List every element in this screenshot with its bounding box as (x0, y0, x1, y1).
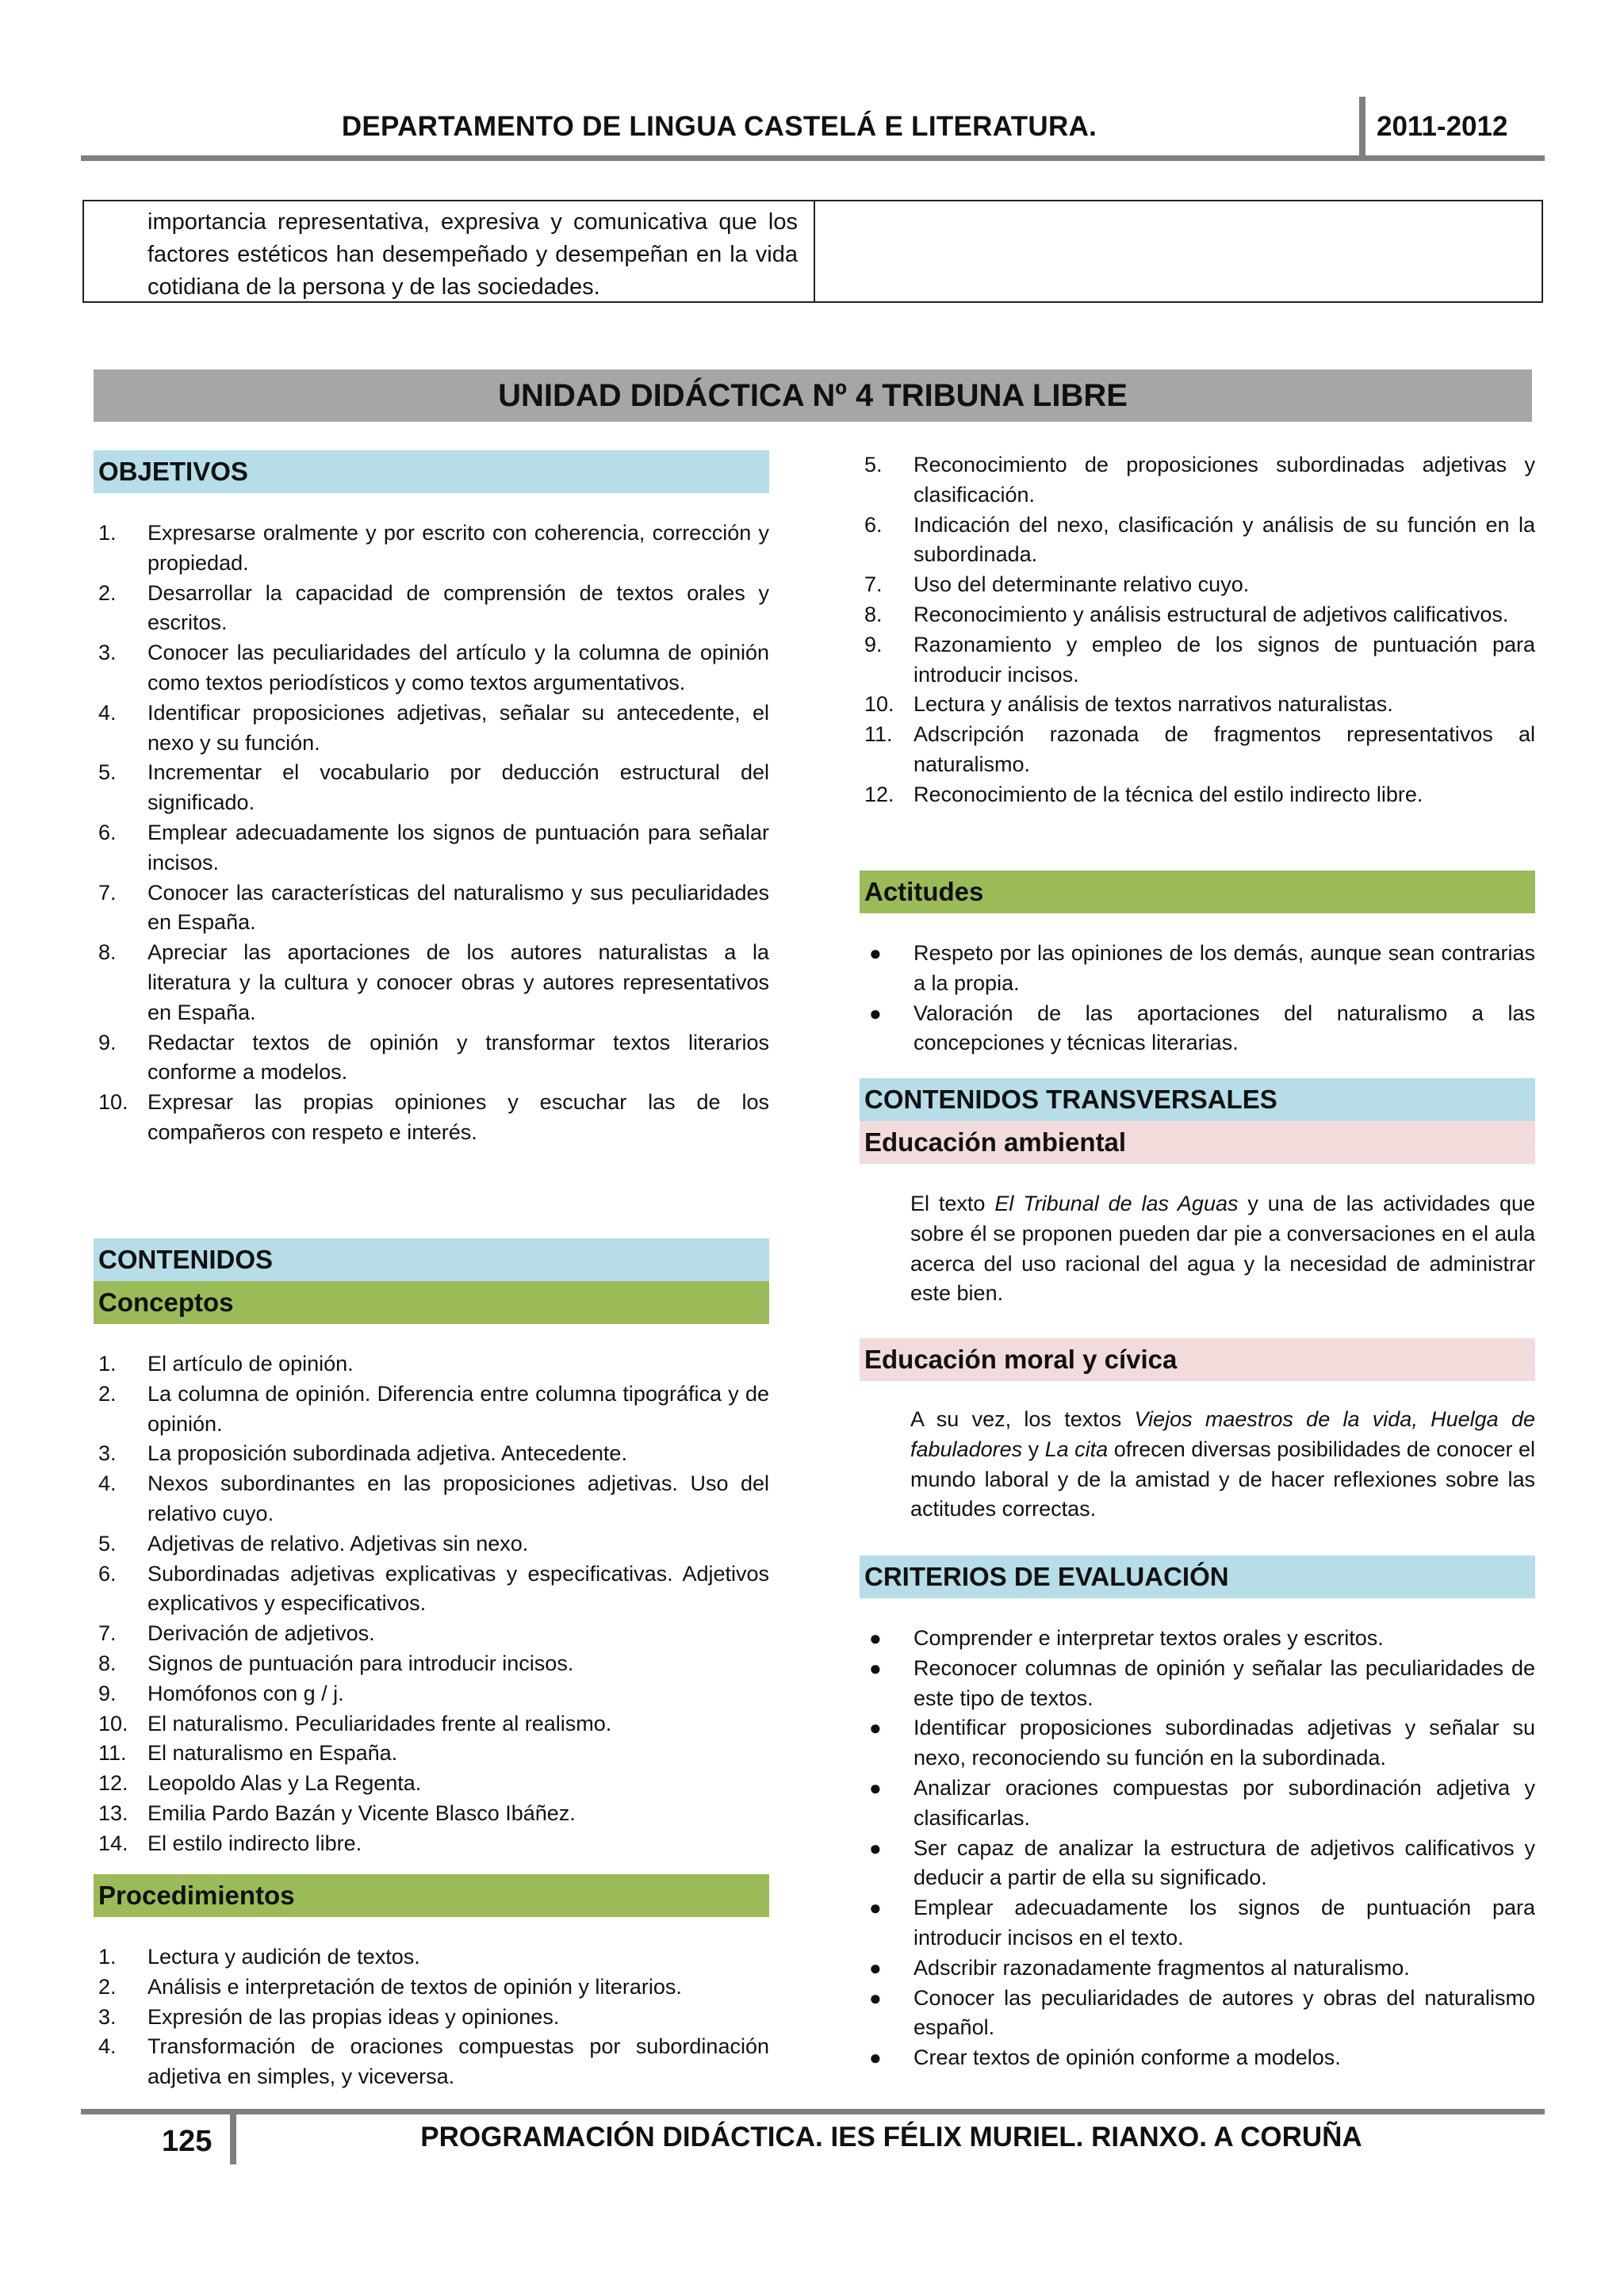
list-item: 12. Leopoldo Alas y La Regenta. (98, 1771, 422, 1796)
continuation-table (82, 200, 1543, 303)
list-item: 7. Conocer las características del naturalismo y sus peculiaridades en España. (98, 880, 769, 935)
actitudes-heading: Actitudes (860, 871, 1535, 913)
list-item: 4. Transformación de oraciones compuestas por subordinación adjetiva en simples, y viceversa. (98, 2034, 769, 2089)
objetivos-list (94, 519, 769, 1148)
list-item: 9. Razonamiento y empleo de los signos de puntuación para introducir incisos. (864, 632, 1535, 687)
conceptos-heading: Conceptos (94, 1281, 769, 1324)
list-item: 13. Emilia Pardo Bazán y Vicente Blasco Ibáñez. (98, 1800, 576, 1825)
list-item: 4. Nexos subordinantes en las proposiciones adjetivas. Uso del relativo cuyo. (98, 1471, 769, 1525)
list-item: ● Emplear adecuadamente los signos de puntuación para introducir incisos en el texto. (869, 1896, 1535, 1950)
list-item: 1. El artículo de opinión. (98, 1352, 354, 1376)
school-year: 2011-2012 (1377, 111, 1508, 142)
footer-separator (230, 2112, 236, 2164)
ambiental-paragraph: El texto El Tribunal de las Aguas y una de las actividades que sobre él se proponen pueden dar pie a conversaciones en el aula acerca del uso racional del agua y la necesidad de administrar este bien. (910, 1192, 1536, 1306)
page-header (81, 94, 1545, 159)
procedimientos-list-left (94, 1942, 769, 2092)
list-item: 7. Derivación de adjetivos. (98, 1621, 375, 1646)
list-item: 8. Signos de puntuación para introducir incisos. (98, 1651, 574, 1675)
list-item: ● Crear textos de opinión conforme a modelos. (869, 2045, 1341, 2070)
footer-rule (81, 2109, 1545, 2114)
list-item: 8. Reconocimiento y análisis estructural de adjetivos calificativos. (864, 602, 1509, 626)
continuation-cell: importancia representativa, expresiva y comunicativa que los factores estéticos han desempeñado y desempeñan en la vida cotidiana de la persona y de las sociedades. (84, 201, 815, 301)
list-item: 3. Expresión de las propias ideas y opiniones. (98, 2004, 560, 2029)
list-item: 5. Reconocimiento de proposiciones subordinadas adjetivas y clasificación. (864, 453, 1535, 507)
unit-title: UNIDAD DIDÁCTICA Nº 4 TRIBUNA LIBRE (94, 369, 1532, 422)
list-item: 7. Uso del determinante relativo cuyo. (864, 572, 1250, 597)
criterios-heading: CRITERIOS DE EVALUACIÓN (860, 1556, 1535, 1598)
transversales-heading: CONTENIDOS TRANSVERSALES (860, 1078, 1535, 1121)
list-item: 1. Expresarse oralmente y por escrito con coherencia, corrección y propiedad. (98, 521, 769, 575)
list-item: 9. Redactar textos de opinión y transformar textos literarios conforme a modelos. (98, 1030, 769, 1085)
list-item: 8. Apreciar las aportaciones de los autores naturalistas a la literatura y la cultura y conocer obras y autores representativos en España. (98, 940, 769, 1024)
list-item: 2. La columna de opinión. Diferencia entre columna tipográfica y de opinión. (98, 1381, 769, 1436)
list-item: 10. Expresar las propias opiniones y escuchar las de los compañeros con respeto e interés. (98, 1090, 769, 1144)
list-item: 9. Homófonos con g / j. (98, 1681, 344, 1705)
list-item: ● Reconocer columnas de opinión y señalar las peculiaridades de este tipo de textos. (869, 1655, 1535, 1710)
list-item: ● Respeto por las opiniones de los demás, aunque sean contrarias a la propia. (869, 941, 1535, 995)
list-item: 3. La proposición subordinada adjetiva. Antecedente. (98, 1441, 627, 1466)
procedimientos-list-right (860, 450, 1535, 810)
list-item: 12. Reconocimiento de la técnica del estilo indirecto libre. (864, 782, 1423, 806)
list-item: 5. Incrementar el vocabulario por deducción estructural del significado. (98, 760, 769, 815)
list-item: 2. Análisis e interpretación de textos de opinión y literarios. (98, 1974, 682, 1999)
actitudes-list (860, 939, 1535, 1058)
header-rule (81, 155, 1545, 161)
list-item: 6. Subordinadas adjetivas explicativas y especificativas. Adjetivos explicativos y especificativos. (98, 1561, 769, 1616)
moral-heading: Educación moral y cívica (860, 1338, 1535, 1381)
list-item: 4. Identificar proposiciones adjetivas, señalar su antecedente, el nexo y su función. (98, 700, 769, 755)
header-separator (1359, 97, 1365, 159)
list-item: 14. El estilo indirecto libre. (98, 1831, 362, 1855)
department-title: DEPARTAMENTO DE LINGUA CASTELÁ E LITERATURA. (341, 111, 1097, 142)
list-item: ● Conocer las peculiaridades de autores y obras del naturalismo español. (869, 1985, 1535, 2040)
list-item: ● Valoración de las aportaciones del naturalismo a las concepciones y técnicas literarias. (869, 1001, 1535, 1055)
list-item: ● Ser capaz de analizar la estructura de adjetivos calificativos y deducir a partir de ella su significado. (869, 1835, 1535, 1890)
list-item: ● Identificar proposiciones subordinadas adjetivas y señalar su nexo, reconociendo su función en la subordinada. (869, 1716, 1535, 1770)
moral-paragraph: A su vez, los textos Viejos maestros de la vida, Huelga de fabuladores y La cita ofrecen diversas posibilidades de conocer el mundo laboral y de la amistad y de hacer reflexiones sobre las actitudes correctas. (910, 1407, 1536, 1521)
procedimientos-heading: Procedimientos (94, 1874, 769, 1917)
criterios-list (860, 1624, 1535, 2073)
list-item: 10. El naturalismo. Peculiaridades frente al realismo. (98, 1711, 612, 1735)
conceptos-list (94, 1349, 769, 1859)
contenidos-heading: CONTENIDOS (94, 1238, 769, 1281)
list-item: 3. Conocer las peculiaridades del artículo y la columna de opinión como textos periodísticos y como textos argumentativos. (98, 641, 769, 695)
list-item: 11. El naturalismo en España. (98, 1741, 398, 1766)
objetivos-heading: OBJETIVOS (94, 450, 769, 493)
list-item: 10. Lectura y análisis de textos narrativos naturalistas. (864, 692, 1393, 717)
page-number: 125 (162, 2125, 213, 2158)
list-item: ● Adscribir razonadamente fragmentos al naturalismo. (869, 1955, 1410, 1980)
list-item: ● Comprender e interpretar textos orales y escritos. (869, 1626, 1384, 1650)
ambiental-heading: Educación ambiental (860, 1121, 1535, 1164)
footer-title: PROGRAMACIÓN DIDÁCTICA. IES FÉLIX MURIEL. RIANXO. A CORUÑA (420, 2122, 1362, 2152)
list-item: 2. Desarrollar la capacidad de comprensión de textos orales y escritos. (98, 580, 769, 635)
list-item: 6. Emplear adecuadamente los signos de puntuación para señalar incisos. (98, 820, 769, 874)
list-item: 6. Indicación del nexo, clasificación y análisis de su función en la subordinada. (864, 512, 1535, 567)
empty-cell (815, 201, 1542, 301)
list-item: 1. Lectura y audición de textos. (98, 1945, 420, 1969)
list-item: 11. Adscripción razonada de fragmentos representativos al naturalismo. (864, 722, 1535, 776)
list-item: 5. Adjetivas de relativo. Adjetivas sin nexo. (98, 1531, 529, 1556)
list-item: ● Analizar oraciones compuestas por subordinación adjetiva y clasificarlas. (869, 1775, 1535, 1830)
